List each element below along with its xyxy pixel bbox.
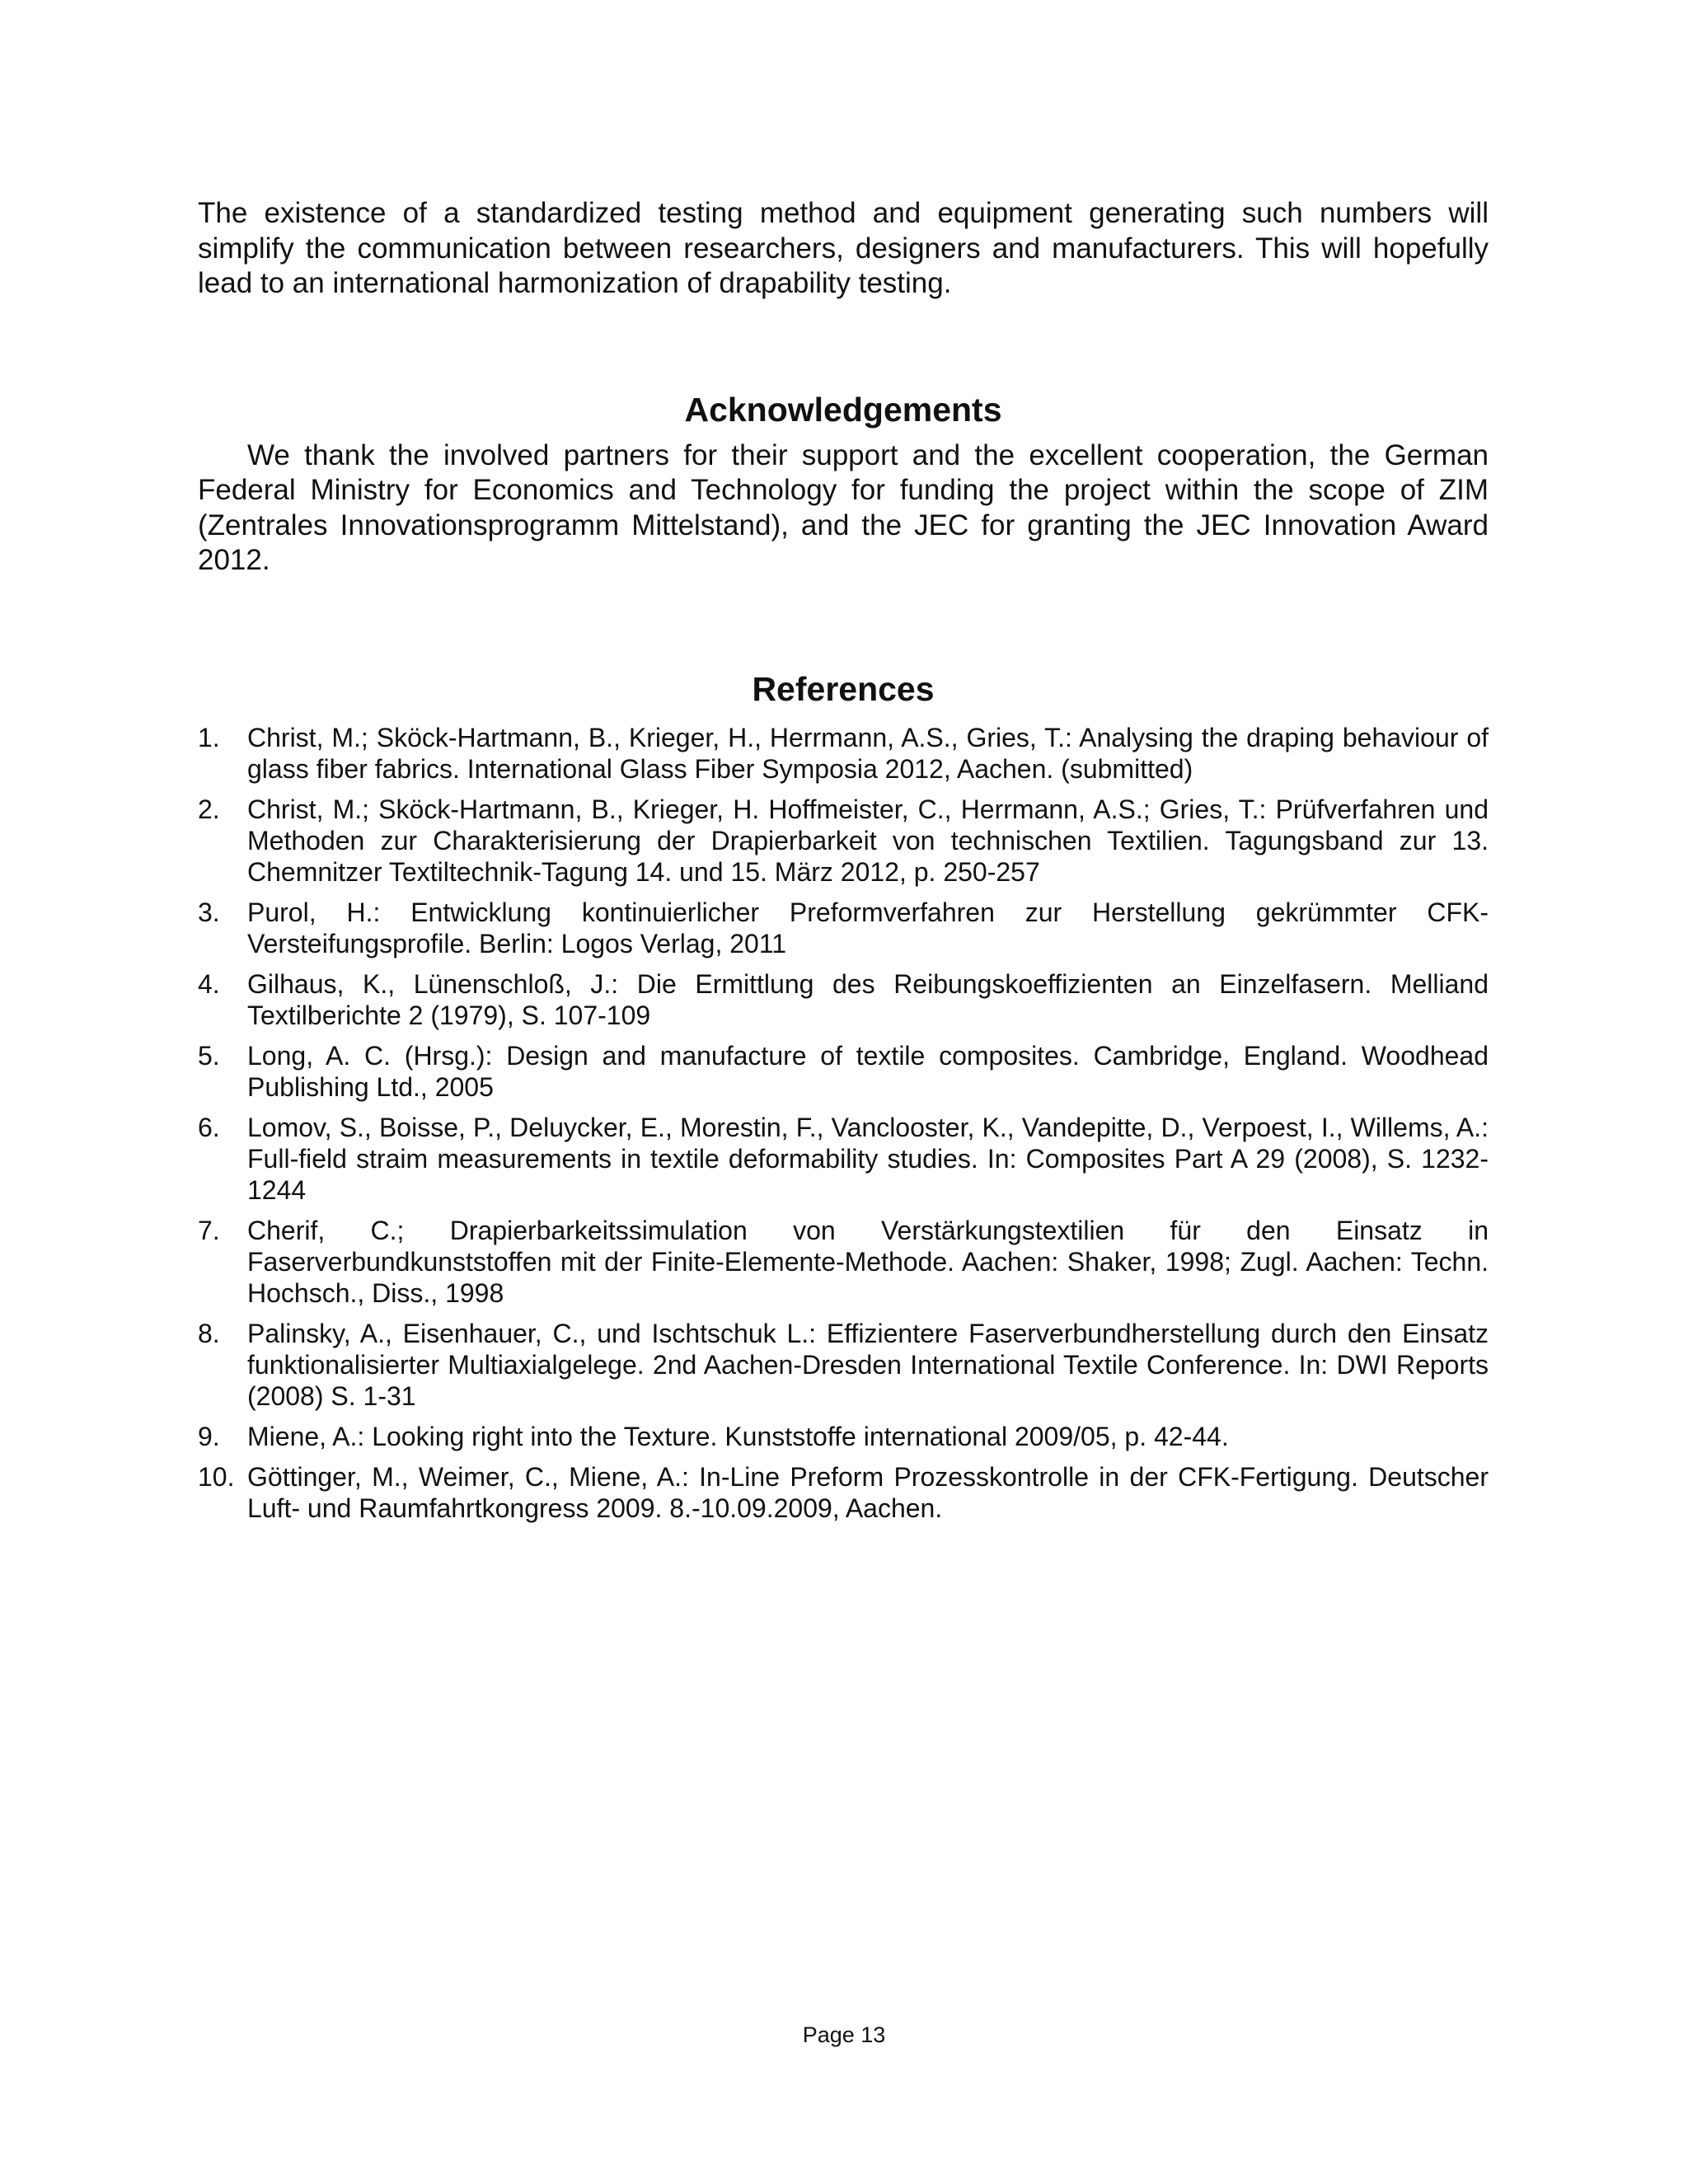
- reference-number: 8.: [198, 1318, 220, 1348]
- reference-text: Long, A. C. (Hrsg.): Design and manufacture of textile composites. Cambridge, England. Woodhead Publishing Ltd., 2005: [247, 1040, 1489, 1102]
- reference-text: Purol, H.: Entwicklung kontinuierlicher Preformverfahren zur Herstellung gekrümmter CFK-Versteifungsprofile. Berlin: Logos Verlag, 2011: [247, 897, 1489, 958]
- references-list: [198, 722, 1489, 1524]
- reference-item: [198, 897, 1489, 959]
- references-heading: References: [752, 669, 935, 708]
- reference-text: Miene, A.: Looking right into the Texture. Kunststoffe international 2009/05, p. 42-44.: [247, 1421, 1229, 1451]
- reference-number: 3.: [198, 897, 220, 927]
- reference-item: [198, 1040, 1489, 1103]
- reference-number: 6.: [198, 1112, 220, 1142]
- document-page: [198, 196, 1489, 1533]
- acknowledgements-heading: Acknowledgements: [684, 390, 1002, 429]
- reference-number: 10.: [198, 1461, 235, 1492]
- reference-item: [198, 1421, 1489, 1452]
- reference-item: [198, 1112, 1489, 1206]
- reference-number: 2.: [198, 794, 220, 824]
- reference-text: Christ, M.; Sköck-Hartmann, B., Krieger, H. Hoffmeister, C., Herrmann, A.S.; Gries, T.: Prüfverfahren und Methoden zur Charakterisierung der Drapierbarkeit von technischen Textilien. Tagungsband zur 13. Chemnitzer Textiltechnik-Tagung 14. und 15. März 2012, p. 250-257: [247, 794, 1489, 887]
- reference-number: 5.: [198, 1040, 220, 1071]
- intro-paragraph: The existence of a standardized testing method and equipment generating such numbers will simplify the communication between researchers, designers and manufacturers. This will hopefully lead to an international harmonization of drapability testing.: [198, 197, 1489, 299]
- reference-text: Cherif, C.; Drapierbarkeitssimulation von Verstärkungstextilien für den Einsatz in Faserverbundkunststoffen mit der Finite-Elemente-Methode. Aachen: Shaker, 1998; Zugl. Aachen: Techn. Hochsch., Diss., 1998: [247, 1215, 1489, 1308]
- reference-text: Palinsky, A., Eisenhauer, C., und Ischtschuk L.: Effizientere Faserverbundherstellung durch den Einsatz funktionalisierter Multiaxialgelege. 2nd Aachen-Dresden International Textile Conference. In: DWI Reports (2008) S. 1-31: [247, 1318, 1489, 1411]
- reference-text: Christ, M.; Sköck-Hartmann, B., Krieger, H., Herrmann, A.S., Gries, T.: Analysing the draping behaviour of glass fiber fabrics. International Glass Fiber Symposia 2012, Aachen. (submitted): [247, 722, 1489, 784]
- reference-item: [198, 1461, 1489, 1524]
- reference-number: 9.: [198, 1421, 220, 1451]
- reference-item: [198, 794, 1489, 888]
- reference-text: Gilhaus, K., Lünenschloß, J.: Die Ermittlung des Reibungskoeffizienten an Einzelfasern. Melliand Textilberichte 2 (1979), S. 107-109: [247, 968, 1489, 1030]
- reference-item: [198, 1318, 1489, 1412]
- reference-number: 4.: [198, 968, 220, 999]
- reference-item: [198, 722, 1489, 785]
- reference-number: 7.: [198, 1215, 220, 1245]
- reference-item: [198, 968, 1489, 1031]
- acknowledgements-paragraph: We thank the involved partners for their support and the excellent cooperation, the German Federal Ministry for Economics and Technology for funding the project within the scope of ZIM (Zentrales Innovationsprogramm Mittelstand), and the JEC for granting the JEC Innovation Award 2012.: [198, 438, 1489, 576]
- reference-number: 1.: [198, 722, 220, 752]
- reference-text: Lomov, S., Boisse, P., Deluycker, E., Morestin, F., Vanclooster, K., Vandepitte, D., Verpoest, I., Willems, A.: Full-field straim measurements in textile deformability studies. In: Composites Part A 29 (2008), S. 1232-1244: [247, 1112, 1489, 1205]
- page-number: Page 13: [802, 2022, 886, 2047]
- reference-item: [198, 1215, 1489, 1309]
- reference-text: Göttinger, M., Weimer, C., Miene, A.: In-Line Preform Prozesskontrolle in der CFK-Fertigung. Deutscher Luft- und Raumfahrtkongress 2009. 8.-10.09.2009, Aachen.: [247, 1461, 1489, 1523]
